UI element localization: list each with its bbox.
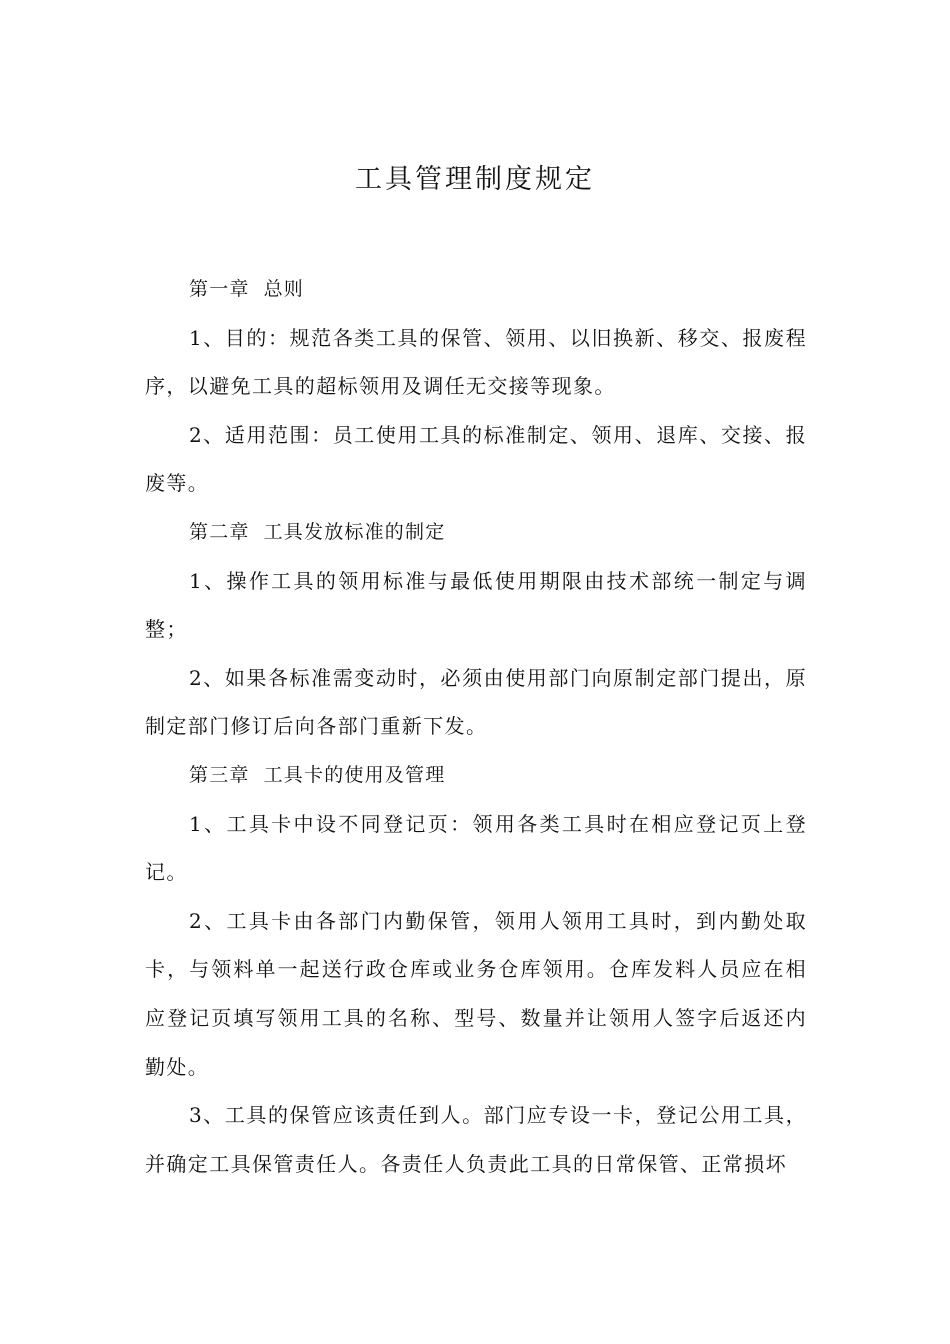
paragraph: 3、工具的保管应该责任到人。部门应专设一卡，登记公用工具，并确定工具保管责任人。各责任人负责此工具的日常保管、正常损坏 bbox=[145, 1103, 807, 1176]
paragraph: 2、适用范围：员工使用工具的标准制定、领用、退库、交接、报废等。 bbox=[145, 422, 807, 496]
document-body bbox=[145, 265, 807, 1188]
chapter-number: 第三章 bbox=[189, 763, 250, 786]
paragraph: 1、工具卡中设不同登记页：领用各类工具时在相应登记页上登记。 bbox=[145, 811, 807, 885]
paragraph: 1、目的：规范各类工具的保管、领用、以旧换新、移交、报废程序，以避免工具的超标领用及调任无交接等现象。 bbox=[145, 325, 807, 399]
chapter-title: 工具发放标准的制定 bbox=[263, 520, 446, 543]
chapter-title: 总则 bbox=[263, 278, 305, 300]
chapter-heading-1 bbox=[145, 265, 807, 314]
chapter-heading-2 bbox=[145, 508, 807, 557]
chapter-heading-3 bbox=[145, 751, 807, 800]
paragraph: 1、操作工具的领用标准与最低使用期限由技术部统一制定与调整； bbox=[145, 568, 807, 642]
paragraph: 2、工具卡由各部门内勤保管，领用人领用工具时，到内勤处取卡，与领料单一起送行政仓库或业务仓库领用。仓库发料人员应在相应登记页填写领用工具的名称、型号、数量并让领用人签字后返还内勤处。 bbox=[145, 908, 807, 1079]
chapter-number: 第二章 bbox=[189, 520, 250, 543]
chapter-number: 第一章 bbox=[189, 278, 250, 300]
chapter-title: 工具卡的使用及管理 bbox=[263, 763, 446, 786]
document-title: 工具管理制度规定 bbox=[355, 164, 595, 195]
paragraph: 2、如果各标准需变动时，必须由使用部门向原制定部门提出，原制定部门修订后向各部门重新下发。 bbox=[145, 665, 807, 739]
